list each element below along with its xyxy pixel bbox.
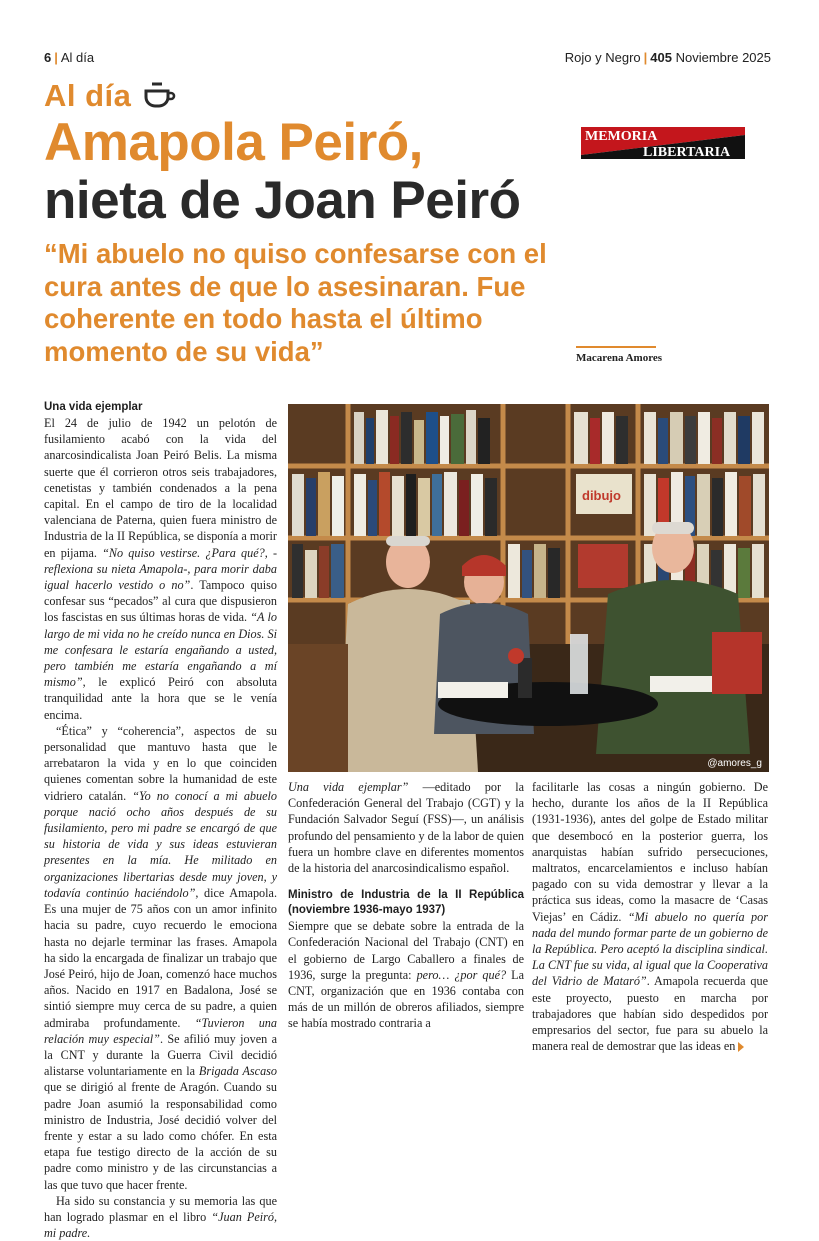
continue-arrow-icon	[738, 1042, 744, 1052]
logo-word-libertaria: LIBERTARIA	[643, 145, 731, 159]
header-divider: |	[54, 50, 58, 65]
subheading-ministro: Ministro de Industria de la II República (noviembre 1936-mayo 1937)	[288, 889, 524, 917]
author-byline: Macarena Amores	[576, 352, 663, 364]
article-column-3	[532, 779, 768, 1054]
bookshop-scene-image	[288, 404, 769, 772]
issue-date: Noviembre 2025	[675, 50, 771, 65]
author-rule	[576, 346, 656, 348]
coffee-cup-icon	[143, 82, 177, 110]
pull-quote: “Mi abuelo no quiso confesarse con el cura antes de que lo asesinaran. Fue coherente en todo hasta el último momento de su vida”	[44, 238, 547, 367]
paragraph: El 24 de julio de 1942 un pelotón de fusilamiento acabó con la vida del anarcosindicalista Joan Peiró Belis. La misma suerte que él corrieron otros seis trabajadores, cenetistas y también condenados a la pena capital. En el campo de tiro de la localidad valenciana de Paterna, quien fuera ministro de Industria de la II República, se disponía a morir en pijama. “No quiso vestirse. ¿Para qué?, -reflexiona su nieta Amapola-, para morir daba igual hacerlo vestido o no”. Tampoco quiso confesar sus “pecados” al cura que dispusieron los fascistas en sus últimas horas de vida. “A lo largo de mi vida no he creído nunca en Dios. Si me confesara le estaría engañando a usted, pero también me estaría engañando a mí mismo”, le explicó Peiró con absoluta tranquilidad ante la hora que se le venía encima.	[44, 416, 278, 722]
paragraph: Siempre que se debate sobre la entrada de la Confederación Nacional del Trabajo (CNT) en el gobierno de Largo Caballero a finales de 1936, surge la pregunta: pero… ¿por qué? La CNT, organización que en 1936 contaba con más de un millón de obreros afiliados, siempre se había mostrado contraria a	[288, 919, 524, 1031]
header-section: Al día	[60, 50, 95, 65]
article-column-2	[288, 779, 524, 1032]
logo-word-memoria: MEMORIA	[585, 129, 658, 144]
paragraph: “Ética” y “coherencia”, aspectos de su personalidad que mantuvo hasta que le arrebataron la vida y en lo que coinciden quienes comentan sobre la humanidad de este vidriero catalán. “Yo no conocí a mi abuelo porque nació ocho años después de su fusilamiento, pero mi padre se encargó de que su historia de vida y sus ideas estuvieran presentes en la mía. He militado en organizaciones libertarias desde muy joven, y todavía continúo haciéndolo”, dice Amapola. Es una mujer de 75 años con un amor infinito hacia su padre, cuyo recuerdo le emociona hasta no dejarle terminar las frases. Amapola ha sido la encargada de finalizar un trabajo que José Peiró, hijo de Joan, comenzó hace muchos años. Nacido en 1917 en Badalona, José se sintió siempre muy cerca de su padre, a quien admiraba profundamente. “Tuvieron una relación muy especial”. Se afilió muy joven a la CNT y durante la Guerra Civil decidió alistarse voluntariamente en la Brigada Ascaso que se dirigió al frente de Aragón. Cuando su padre Joan asumió la responsabilidad como ministro de Industria, José decidió volver del frente y estar a su lado como chófer. En esta etapa fue testigo directo de la acción de su padre como ministro y de las circunstancias a las que tuvo que hacer frente.	[44, 723, 278, 1192]
section-title	[44, 78, 177, 114]
paragraph: Una vida ejemplar” —editado por la Confederación General del Trabajo (CGT) y la Fundación Salvador Seguí (FSS)—, un análisis profundo del pensamiento y de la labor de quien fuera un hombre clave en diferentes momentos de la historia del anarcosindicalismo español.	[288, 780, 524, 876]
header-divider: |	[643, 50, 648, 65]
issue-number: 405	[650, 50, 672, 65]
article-column-1	[44, 400, 277, 1241]
paragraph: Ha sido su constancia y su memoria las que han logrado plasmar en el libro “Juan Peiró, mi padre.	[44, 1193, 278, 1241]
subheading-vida-ejemplar: Una vida ejemplar	[44, 401, 143, 413]
photo-book-cover-label: dibujo	[582, 488, 621, 503]
page-header-left	[44, 50, 94, 65]
page-header-right	[565, 50, 771, 65]
publication-name: Rojo y Negro	[564, 50, 641, 65]
interview-photo	[288, 404, 769, 772]
paragraph: facilitarle las cosas a ningún gobierno. De hecho, durante los años de la II República (1931-1936), antes del golpe de Estado militar que desembocó en la posterior guerra, los anarquistas habían sufrido persecuciones, maltratos, encarcelamientos e incluso habían pagado con su vida demostrar y llevar a la práctica sus ideas, como la masacre de ‘Casas Viejas’ en Cádiz. “Mi abuelo no quería por nada del mundo formar parte de un gobierno de la República. Pero aceptó la disciplina sindical. La CNT fue su vida, al igual que la Cooperativa del Vidrio de Mataró”. Amapola recuerda que este proyecto, puesto en marcha por trabajadores que habían sido despedidos por empresarios del sector, fue para su abuelo la manera real de demostrar que las ideas en	[532, 780, 768, 1054]
photo-credit: @amores_g	[707, 758, 762, 769]
headline-line1: Amapola Peiró,	[44, 113, 423, 172]
page-number: 6	[44, 50, 52, 65]
headline-line2: nieta de Joan Peiró	[44, 171, 521, 230]
section-title-text: Al día	[44, 78, 132, 113]
memoria-libertaria-logo	[581, 127, 745, 159]
